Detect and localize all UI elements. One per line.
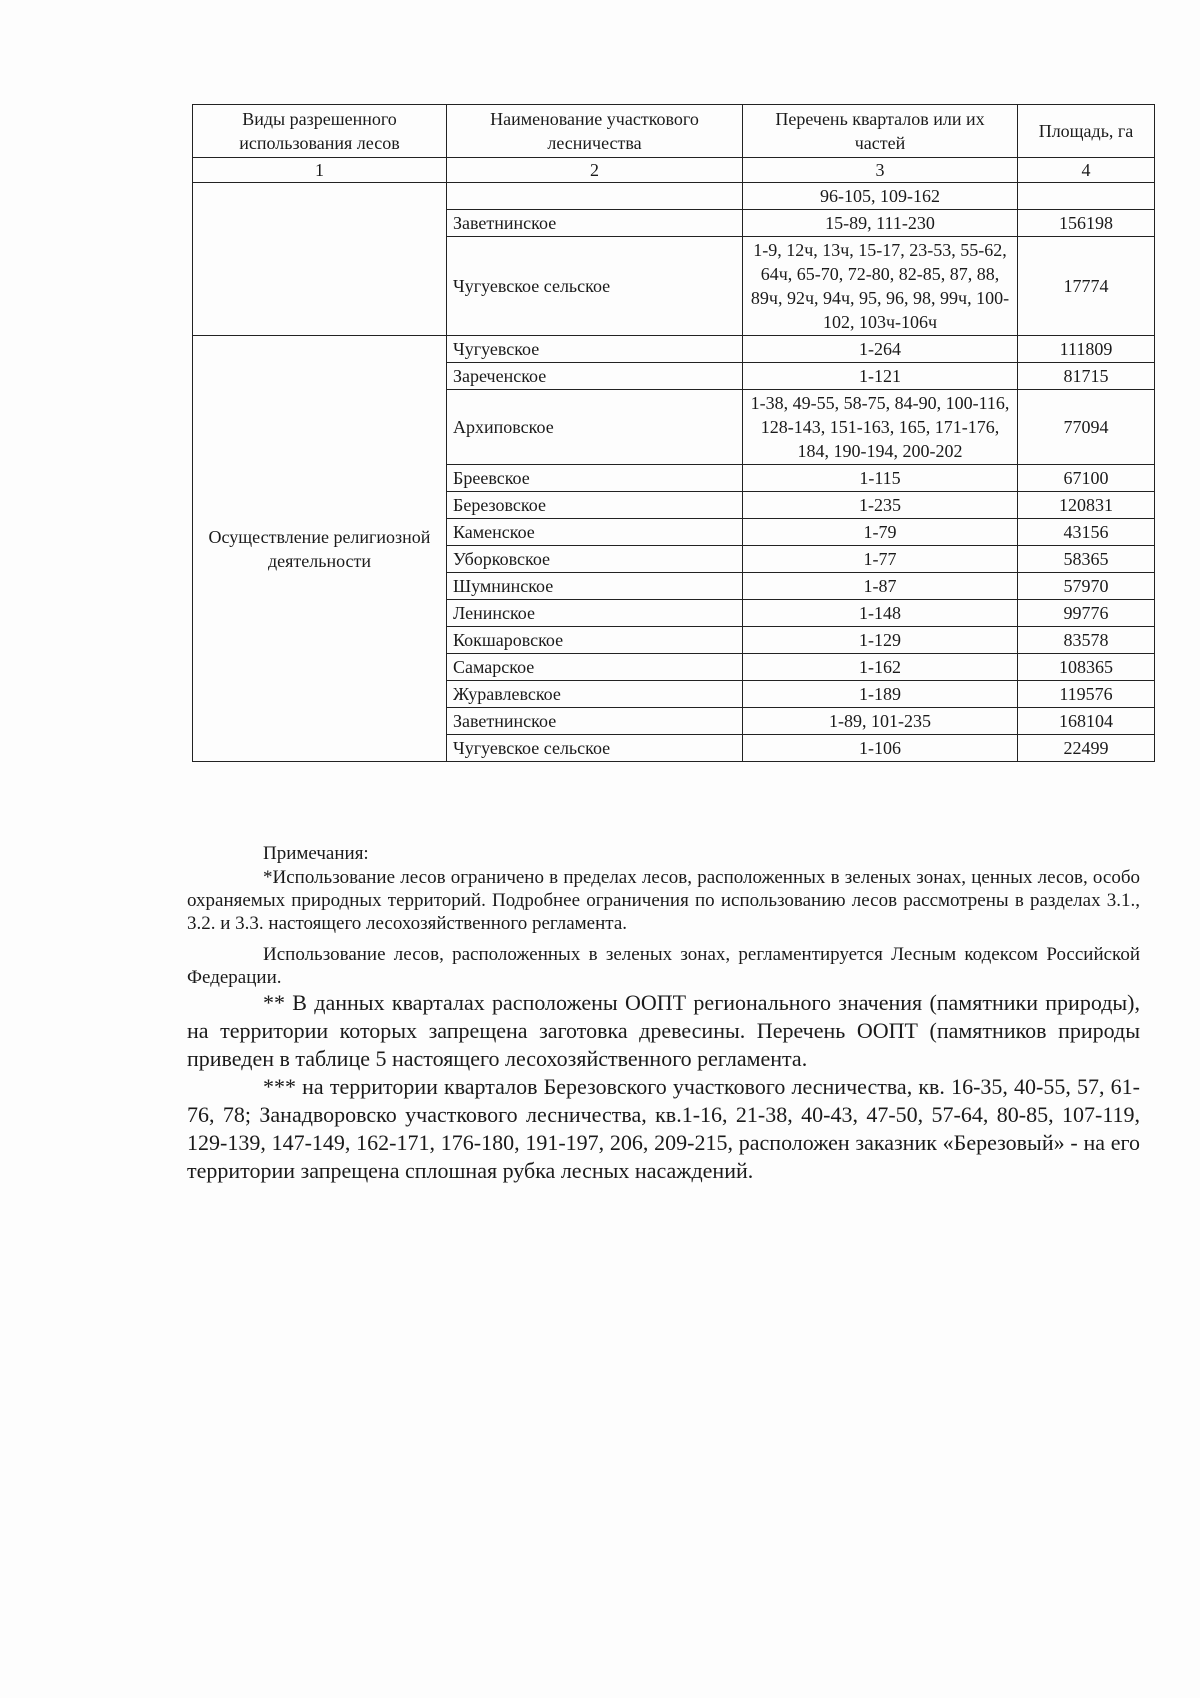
header-use-type: Виды разрешенного использования лесов [193,105,447,158]
use-type-religious: Осуществление религиозной деятельности [193,336,447,762]
area-value: 168104 [1018,708,1155,735]
quarters-list: 96-105, 109-162 [743,183,1018,210]
forestry-name: Архиповское [447,390,743,465]
forestry-name: Шумнинское [447,573,743,600]
quarters-list: 1-189 [743,681,1018,708]
quarters-list: 1-264 [743,336,1018,363]
note-paragraph-2: Использование лесов, расположенных в зеленых зонах, регламентируется Лесным кодексом Российской Федерации. [187,944,1140,988]
area-value [1018,183,1155,210]
forestry-name: Заветнинское [447,708,743,735]
area-value: 57970 [1018,573,1155,600]
notes-title: Примечания: [263,843,369,864]
quarters-list: 1-89, 101-235 [743,708,1018,735]
area-value: 43156 [1018,519,1155,546]
quarters-list: 1-77 [743,546,1018,573]
col-number-2: 2 [447,158,743,183]
area-value: 22499 [1018,735,1155,762]
forestry-name: Журавлевское [447,681,743,708]
quarters-list: 1-235 [743,492,1018,519]
area-value: 108365 [1018,654,1155,681]
forestry-name [447,183,743,210]
quarters-list: 1-129 [743,627,1018,654]
area-value: 156198 [1018,210,1155,237]
forestry-name: Зареченское [447,363,743,390]
forestry-name: Самарское [447,654,743,681]
area-value: 77094 [1018,390,1155,465]
area-value: 58365 [1018,546,1155,573]
col-number-3: 3 [743,158,1018,183]
area-value: 83578 [1018,627,1155,654]
table-row [193,336,1155,363]
column-number-row [193,158,1155,183]
use-type-empty-cell [193,183,447,336]
forest-use-table [192,104,1155,762]
area-value: 17774 [1018,237,1155,336]
quarters-list: 1-162 [743,654,1018,681]
forestry-name: Ленинское [447,600,743,627]
area-value: 111809 [1018,336,1155,363]
notes-section [187,842,1140,1185]
note-paragraph-1: *Использование лесов ограничено в пределах лесов, расположенных в зеленых зонах, ценных лесов, особо охраняемых природных территорий. Подробнее ограничения по использованию лесов рассмотрены в разделах 3.1., 3.2. и 3.3. настоящего лесохозяйственного регламента. [187,867,1140,934]
area-value: 120831 [1018,492,1155,519]
quarters-list: 1-106 [743,735,1018,762]
quarters-list: 1-148 [743,600,1018,627]
header-forestry-name: Наименование участкового лесничества [447,105,743,158]
note-paragraph-3: ** В данных кварталах расположены ООПТ регионального значения (памятники природы), на территории которых запрещена заготовка древесины. Перечень ООПТ (памятников природы приведен в таблице 5 настоящего лесохозяйственного регламента. [187,990,1140,1071]
forestry-name: Кокшаровское [447,627,743,654]
quarters-list: 1-87 [743,573,1018,600]
quarters-list: 15-89, 111-230 [743,210,1018,237]
forestry-name: Березовское [447,492,743,519]
col-number-1: 1 [193,158,447,183]
quarters-list: 1-121 [743,363,1018,390]
header-area: Площадь, га [1018,105,1155,158]
table-header-row [193,105,1155,158]
note-paragraph-4: *** на территории кварталов Березовского участкового лесничества, кв. 16-35, 40-55, 57, 61-76, 78; Занадворовско участкового лесничества, кв.1-16, 21-38, 40-43, 47-50, 57-64, 80-85, 107-119, 129-139, 147-149, 162-171, 176-180, 191-197, 206, 209-215, расположен заказник «Березовый» - на его территории запрещена сплошная рубка лесных насаждений. [187,1074,1140,1183]
forestry-name: Чугуевское [447,336,743,363]
forestry-name: Уборковское [447,546,743,573]
area-value: 99776 [1018,600,1155,627]
col-number-4: 4 [1018,158,1155,183]
area-value: 67100 [1018,465,1155,492]
quarters-list: 1-9, 12ч, 13ч, 15-17, 23-53, 55-62, 64ч, 65-70, 72-80, 82-85, 87, 88, 89ч, 92ч, 94ч, 95, 96, 98, 99ч, 100-102, 103ч-106ч [743,237,1018,336]
header-quarters: Перечень кварталов или их частей [743,105,1018,158]
forestry-name: Чугуевское сельское [447,735,743,762]
quarters-list: 1-79 [743,519,1018,546]
forestry-name: Заветнинское [447,210,743,237]
area-value: 81715 [1018,363,1155,390]
forestry-name: Каменское [447,519,743,546]
area-value: 119576 [1018,681,1155,708]
quarters-list: 1-38, 49-55, 58-75, 84-90, 100-116, 128-143, 151-163, 165, 171-176, 184, 190-194, 200-202 [743,390,1018,465]
table-row [193,183,1155,210]
forestry-name: Бреевское [447,465,743,492]
forestry-name: Чугуевское сельское [447,237,743,336]
quarters-list: 1-115 [743,465,1018,492]
